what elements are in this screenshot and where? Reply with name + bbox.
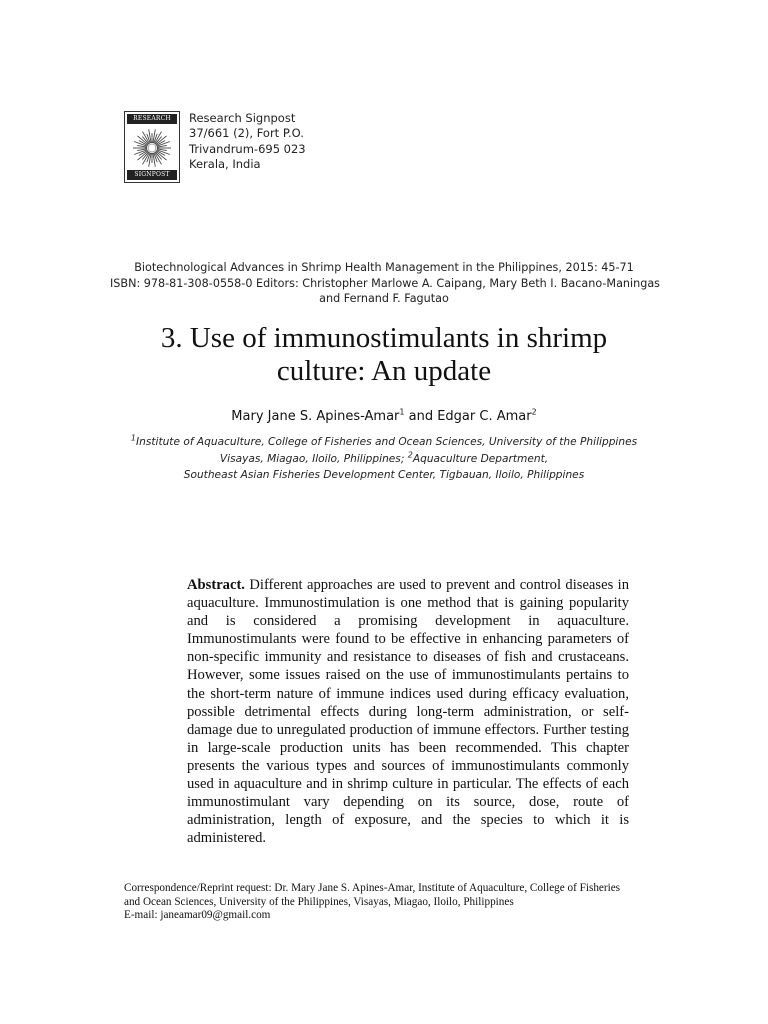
chapter-title bbox=[90, 322, 678, 388]
correspondence-line: and Ocean Sciences, University of the Philippines, Visayas, Miagao, Iloilo, Philippines bbox=[124, 895, 514, 908]
publisher-line: Research Signpost bbox=[189, 111, 296, 125]
affiliations bbox=[110, 434, 658, 484]
publisher-address bbox=[189, 111, 306, 172]
book-citation-line: ISBN: 978-81-308-0558-0 Editors: Christopher Marlowe A. Caipang, Mary Beth I. Bacano-Maningas bbox=[110, 276, 661, 290]
publisher-line: Trivandrum-695 023 bbox=[189, 141, 306, 156]
abstract-text: Different approaches are used to prevent and control diseases in aquaculture. Immunostimulation is one method that is gaining popularity and is considered a promising development in aquaculture. Immunostimulants were found to be effective in enhancing parameters of non-specific immunity and resistance to diseases of fish and crustaceans. However, some issues raised on the use of immunostimulants pertains to the short-term nature of immune indices used during efficacy evaluation, possible detrimental effects during long-term administration, or self-damage due to unregulated production of immune effectors. Further testing in large-scale production units has been recommended. This chapter presents the various types and sources of immunostimulants commonly used in aquaculture and in shrimp culture in particular. The effects of each immunostimulant vary depending on its source, dose, route of administration, length of exposure, and the species to which it is administered. bbox=[187, 577, 629, 847]
chapter-title-line: 3. Use of immunostimulants in shrimp bbox=[160, 322, 608, 354]
book-citation bbox=[110, 260, 661, 307]
abstract bbox=[187, 576, 629, 847]
affiliation-mark: 1 bbox=[130, 433, 136, 443]
affiliation-line: Visayas, Miagao, Iloilo, Philippines; $^2$Aquaculture Department, bbox=[219, 449, 549, 465]
author-name: Mary Jane S. Apines-Amar bbox=[231, 409, 400, 424]
chapter-title-line: culture: An update bbox=[276, 355, 492, 387]
affiliation-line: Southeast Asian Fisheries Development Center, Tigbauan, Iloilo, Philippines bbox=[183, 469, 585, 481]
correspondence-note bbox=[124, 882, 704, 923]
correspondence-email: E-mail: janeamar09@gmail.com bbox=[124, 909, 271, 921]
author-list bbox=[90, 408, 678, 426]
sunburst-logo-icon bbox=[131, 127, 173, 169]
affiliation-line: $^1$Institute of Aquaculture, College of Fisheries and Ocean Sciences, University of the Philippines bbox=[130, 433, 638, 448]
author-conjunction: and bbox=[404, 409, 438, 424]
abstract-label: Abstract. bbox=[187, 577, 245, 593]
correspondence-line: Correspondence/Reprint request: Dr. Mary Jane S. Apines-Amar, Institute of Aquaculture, College of Fisheries bbox=[124, 882, 621, 894]
publisher-line: Kerala, India bbox=[189, 156, 261, 171]
publisher-logo bbox=[124, 111, 180, 183]
book-citation-line: Biotechnological Advances in Shrimp Health Management in the Philippines, 2015: 45-71 bbox=[134, 261, 634, 274]
author-name: Edgar C. Amar bbox=[437, 409, 532, 424]
logo-bottom-text: SIGNPOST bbox=[127, 170, 177, 180]
logo-top-text: RESEARCH bbox=[127, 114, 177, 124]
book-citation-line: and Fernand F. Fagutao bbox=[319, 292, 449, 306]
author-affiliation-mark: 2 bbox=[531, 407, 537, 417]
affiliation-mark: 2 bbox=[407, 449, 413, 459]
publisher-line: 37/661 (2), Fort P.O. bbox=[189, 126, 304, 141]
author-affiliation-mark: 1 bbox=[399, 407, 405, 417]
